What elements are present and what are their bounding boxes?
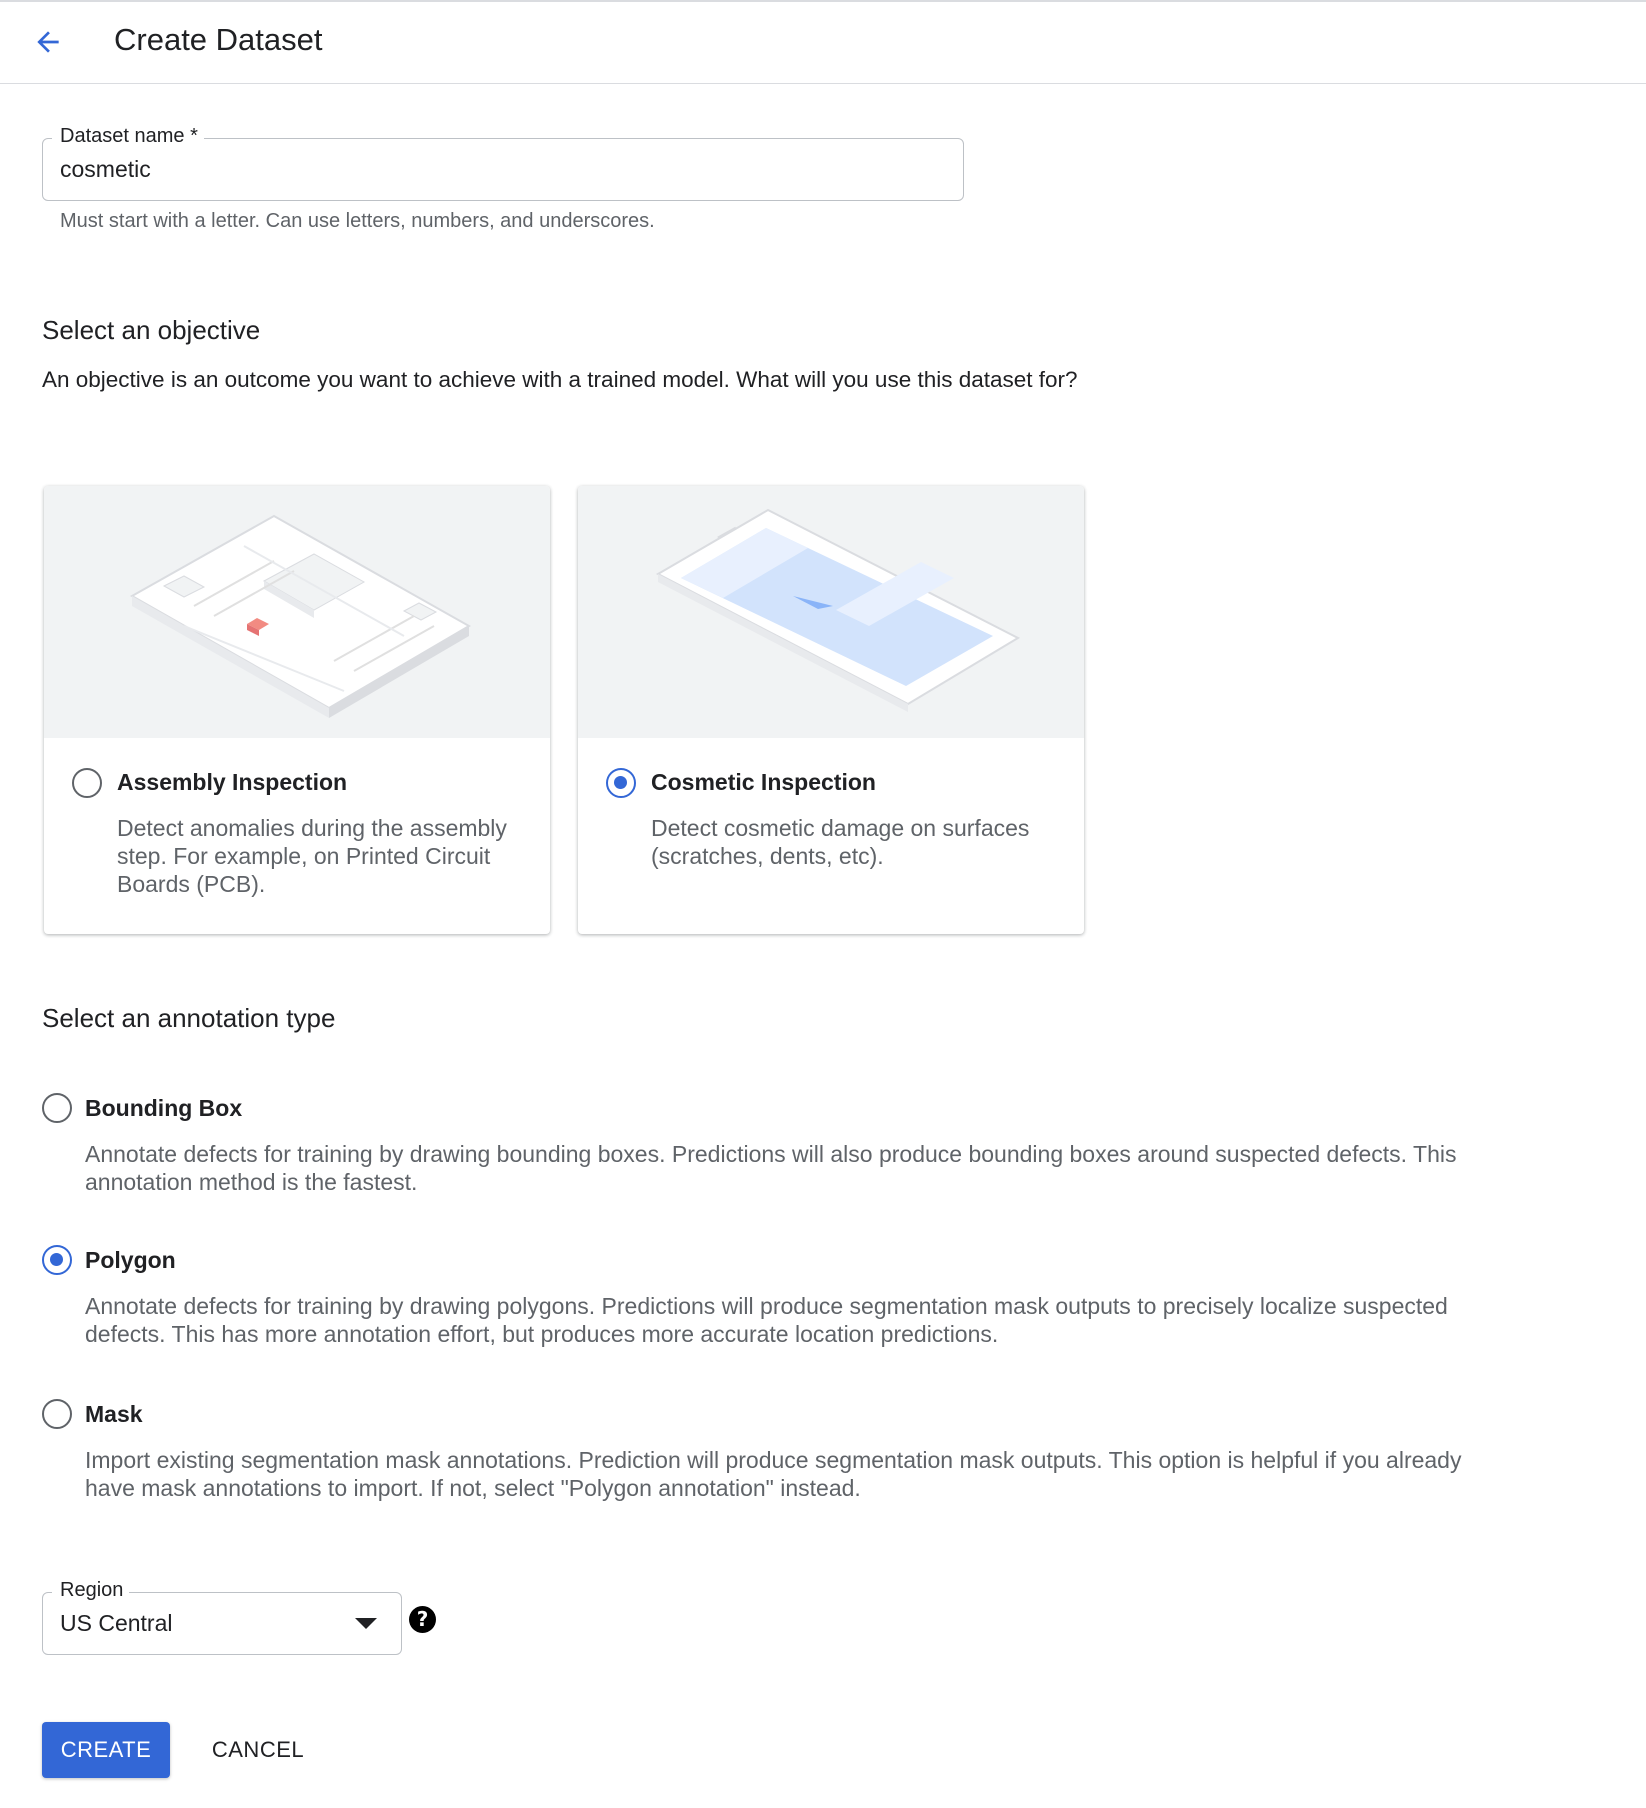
mask-radio[interactable]: [42, 1399, 72, 1429]
assembly-title: Assembly Inspection: [117, 769, 348, 795]
polygon-label[interactable]: Polygon: [85, 1247, 176, 1273]
cosmetic-description: Detect cosmetic damage on surfaces (scratches, dents, etc).: [651, 815, 1030, 869]
bounding-box-description: Annotate defects for training by drawing bounding boxes. Predictions will also produce bounding boxes around suspected defects. This annotation method is the fastest.: [85, 1141, 1457, 1195]
page-header: [0, 2, 1646, 84]
objective-card-cosmetic[interactable]: [578, 486, 1084, 934]
bounding-box-label[interactable]: Bounding Box: [85, 1095, 243, 1121]
objective-section-title: Select an objective: [42, 315, 261, 345]
polygon-radio[interactable]: [42, 1245, 72, 1275]
region-label: Region: [52, 1578, 129, 1602]
arrow-back-icon: [32, 26, 64, 58]
dataset-name-input[interactable]: cosmetic: [60, 156, 151, 182]
page-title: Create Dataset: [114, 22, 323, 57]
dropdown-arrow-icon[interactable]: [355, 1618, 377, 1630]
help-circle-icon[interactable]: ?: [409, 1606, 436, 1633]
mask-label[interactable]: Mask: [85, 1401, 143, 1427]
mask-description: Import existing segmentation mask annotations. Prediction will produce segmentation mask outputs. This option is helpful if you already have mask annotations to import. If not, select "Polygon annotation" instead.: [85, 1447, 1462, 1501]
circuit-board-illustration: [44, 486, 550, 738]
radio-selected-dot: [50, 1253, 63, 1266]
phone-illustration: [578, 486, 1084, 738]
assembly-radio[interactable]: [72, 768, 102, 798]
dataset-name-label: Dataset name *: [52, 124, 204, 148]
objective-card-assembly[interactable]: [44, 486, 550, 934]
cosmetic-radio[interactable]: [606, 768, 636, 798]
assembly-description: Detect anomalies during the assembly step. For example, on Printed Circuit Boards (PCB).: [117, 815, 507, 897]
bounding-box-radio[interactable]: [42, 1093, 72, 1123]
create-button[interactable]: CREATE: [42, 1722, 170, 1778]
annotation-section-title: Select an annotation type: [42, 1003, 336, 1033]
objective-description: An objective is an outcome you want to achieve with a trained model. What will you use this dataset for?: [42, 367, 1078, 392]
cancel-button[interactable]: CANCEL: [211, 1737, 305, 1762]
region-value[interactable]: US Central: [60, 1610, 173, 1636]
cosmetic-title: Cosmetic Inspection: [651, 769, 876, 795]
back-button[interactable]: [28, 22, 68, 62]
dataset-name-hint: Must start with a letter. Can use letters, numbers, and underscores.: [60, 210, 655, 232]
radio-selected-dot: [614, 776, 627, 789]
polygon-description: Annotate defects for training by drawing polygons. Predictions will produce segmentation mask outputs to precisely localize suspected defects. This has more annotation effort, but produces more accurate location predictions.: [85, 1293, 1448, 1347]
